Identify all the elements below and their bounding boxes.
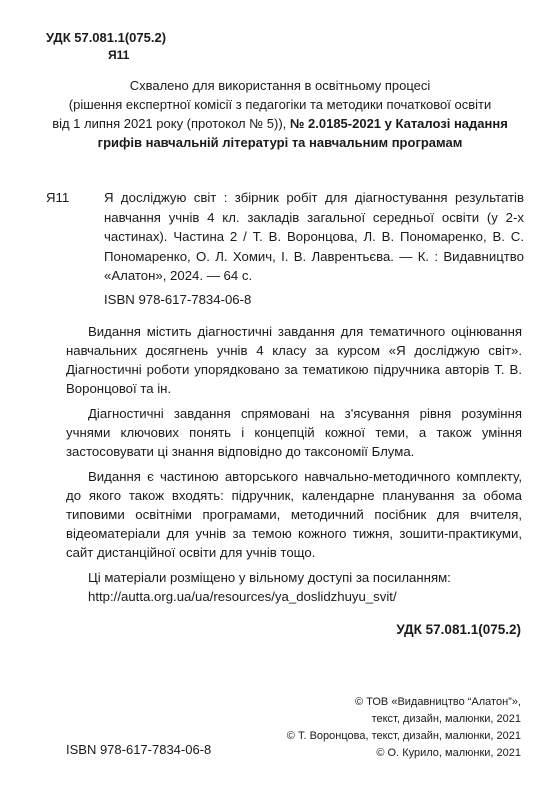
annotation-paragraph-4: Ці матеріали розміщено у вільному доступі за посиланням:	[88, 570, 451, 585]
annotation-paragraph-3: Видання є частиною авторського навчально-методичного комплекту, до якого також входять: підручник, календарне планування за обома типовими освітніми програмами, методичний посібник для вчителя, відеоматеріали для учнів за темою кожного тижня, зошити-практикуми, сайт дистанційної освіти для учнів тощо.	[66, 469, 522, 560]
copyright-illustrator: © О. Курило, малюнки, 2021	[376, 747, 521, 759]
bibliographic-record	[46, 188, 524, 309]
approval-protocol: від 1 липня 2021 року (протокол № 5)),	[52, 116, 287, 131]
approval-line-3	[40, 114, 520, 133]
biblio-author-mark: Я11	[46, 190, 70, 205]
biblio-description: Я досліджую світ : збірник робіт для діагностування результатів навчання учнів 4 кл. закладів загальної середньої освіти (у 2-х частинах). Частина 2 / Т. В. Воронцова, Л. В. Пономаренко, В. С. Пономаренко, О. Л. Хомич, І. В. Лаврентьєва. — К. : Видавництво «Алатон», 2024. — 64 с.	[104, 190, 524, 283]
copyright-block	[287, 694, 521, 762]
annotation-paragraph-1: Видання містить діагностичні завдання для тематичного оцінювання навчальних досягнень учнів 4 класу за курсом «Я досліджую світ». Діагностичні роботи упорядковано за тематикою підручника авторів Т. В. Воронцової та ін.	[66, 324, 522, 396]
udk-code-top: УДК 57.081.1(075.2)	[46, 30, 167, 45]
copyright-author: © Т. Воронцова, текст, дизайн, малюнки, 2021	[286, 730, 521, 742]
isbn-bottom: ISBN 978-617-7834-06-8	[66, 742, 212, 757]
resources-link[interactable]: http://autta.org.ua/ua/resources/ya_doslidzhuyu_svit/	[88, 589, 397, 604]
udk-code-bottom: УДК 57.081.1(075.2)	[396, 622, 521, 637]
approval-line-1: Схвалено для використання в освітньому процесі	[129, 78, 431, 93]
copyright-publisher-detail: текст, дизайн, малюнки, 2021	[371, 713, 521, 725]
approval-line-2: (рішення експертної комісії з педагогіки та методики початкової освіти	[68, 97, 492, 112]
annotation-paragraph-2: Діагностичні завдання спрямовані на з'ясування рівня розуміння учнями ключових понять і концепцій кожної теми, а також уміння застосовувати ці знання відповідно до таксономії Блума.	[66, 406, 522, 459]
annotation	[66, 322, 522, 612]
approval-catalog-number: № 2.0185-2021 у Каталозі надання	[289, 116, 508, 131]
approval-line-4: грифів навчальній літературі та навчальним програмам	[97, 135, 463, 150]
approval-statement	[40, 76, 520, 152]
author-mark-top: Я11	[108, 48, 130, 62]
copyright-publisher: © ТОВ «Видавництво “Алатон”»,	[354, 696, 521, 708]
biblio-isbn: ISBN 978-617-7834-06-8	[104, 291, 252, 307]
